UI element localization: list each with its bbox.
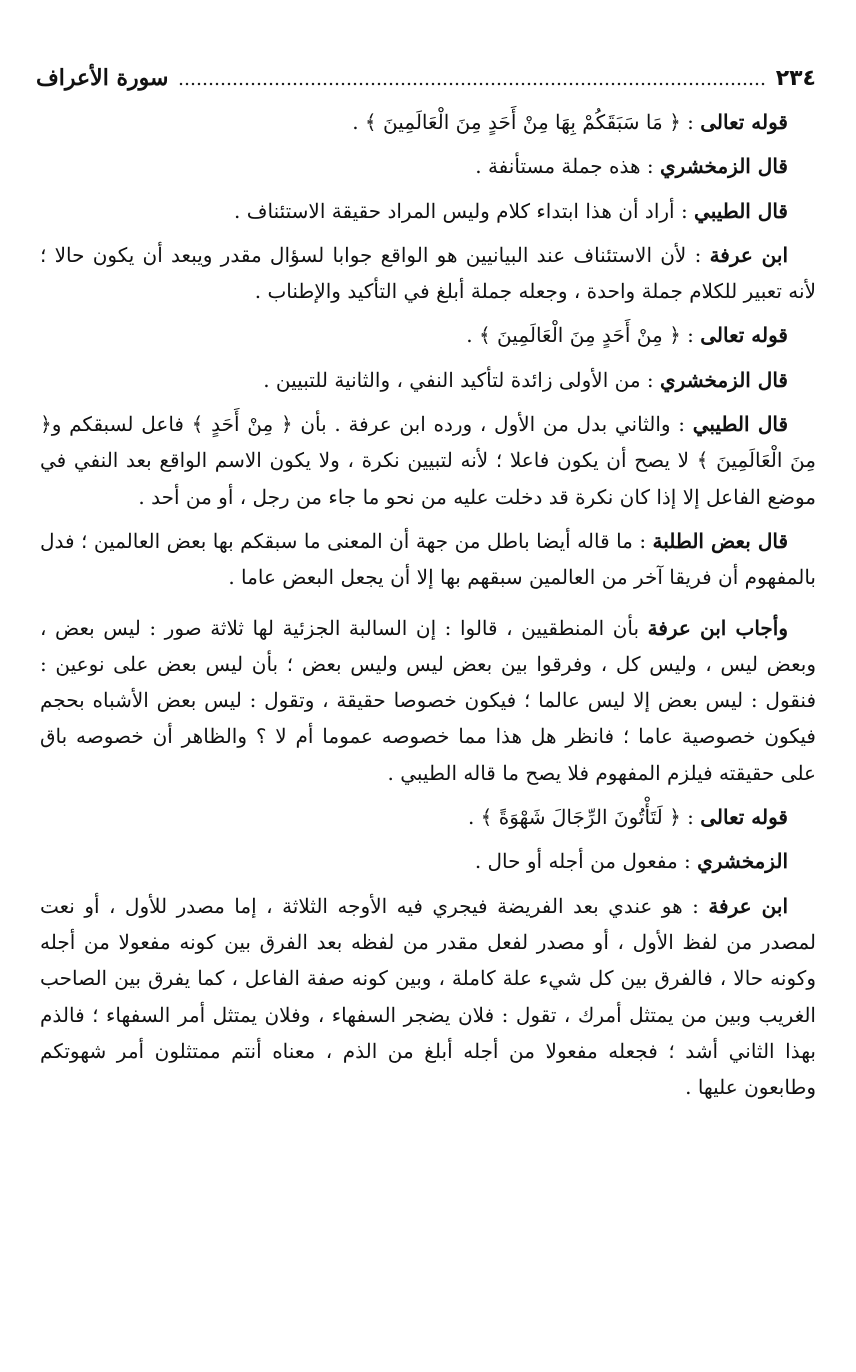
speaker-label: قوله تعالى	[700, 323, 788, 348]
speaker-label: قال الطيبي	[694, 198, 788, 223]
paragraph	[40, 237, 816, 310]
paragraph-text: : هو عندي بعد الفريضة فيجري فيه الأوجه الثلاثة ، إما مصدر للأول ، أو نعت لمصدر من لفظ الأول ، أو مصدر لفعل مقدر من لفظه بعد الفرق بين كونه مفعولا من أجله وكونه حالا ، فالفرق بين كل شيء علة كاملة ، وبين كونه صفة الفاعل ، كما يفرق بين الصاحب الغريب وبين من يمتثل أمرك ، تقول : فلان يضجر السفهاء ، وفلان يمتثل أمر السفهاء ؛ فالذم بهذا الثاني أشد ؛ فجعله مفعولا من أجله أبلغ من الذم ، معناه أنتم ممتثلون أمر شهوتكم وطابعون عليها .	[40, 893, 816, 1100]
paragraph-text: : ﴿ مَا سَبَقَكُمْ بِهَا مِنْ أَحَدٍ مِنَ الْعَالَمِينَ ﴾ .	[352, 110, 701, 134]
paragraph	[40, 799, 816, 835]
header-dotted-leader	[178, 82, 765, 86]
paragraph-text: : ﴿ لَتَأْتُونَ الرِّجَالَ شَهْوَةً ﴾ .	[467, 805, 701, 830]
speaker-label: وأجاب ابن عرفة	[647, 615, 788, 640]
paragraph	[40, 104, 816, 140]
speaker-label: ابن عرفة	[708, 893, 789, 918]
speaker-label: الزمخشري	[697, 849, 788, 874]
paragraph	[40, 193, 816, 229]
speaker-label: ابن عرفة	[709, 242, 789, 267]
speaker-label: قال الزمخشري	[660, 367, 788, 392]
surah-title: سورة الأعراف	[36, 65, 169, 91]
page-number: ٢٣٤	[775, 65, 816, 91]
paragraph	[40, 362, 816, 398]
paragraph-text: : ﴿ مِنْ أَحَدٍ مِنَ الْعَالَمِينَ ﴾ .	[466, 323, 701, 348]
paragraph-text: : لأن الاستئناف عند البيانيين هو الواقع جوابا لسؤال مقدر ويبعد أن يكون حالا ؛ لأنه تعبير للكلام جملة واحدة ، وجعله جملة أبلغ في التأكيد والإطناب .	[40, 242, 816, 304]
paragraph-text: : أراد أن هذا ابتداء كلام وليس المراد حقيقة الاستئناف .	[234, 198, 695, 223]
paragraph	[40, 843, 816, 879]
speaker-label: قوله تعالى	[700, 805, 788, 830]
paragraph-text: : مفعول من أجله أو حال .	[474, 849, 698, 874]
speaker-label: قال الطيبي	[692, 412, 789, 437]
paragraph	[40, 406, 816, 515]
paragraph-text: : هذه جملة مستأنفة .	[475, 154, 660, 179]
speaker-label: قوله تعالى	[700, 110, 788, 134]
paragraph-text: بأن المنطقيين ، قالوا : إن السالبة الجزئية لها ثلاثة صور : ليس بعض ، وبعض ليس ، وليس كل ، وفرقوا بين بعض ليس وليس بعض ؛ بأن ليس بعض على نوعين : فنقول : ليس بعض إلا ليس عالما ؛ فيكون خصوصا حقيقة ، وتقول : ليس بعض الأشباه بحجم فيكون خصوصية عاما ؛ فانظر هل هذا مما خصوصه عموما أم لا ؟ والظاهر أن خصوصه باق على حقيقته فيلزم المفهوم فلا يصح ما قاله الطيبي .	[40, 615, 816, 785]
speaker-label: قال بعض الطلبة	[652, 528, 789, 553]
page-body	[40, 104, 816, 1113]
paragraph	[40, 888, 816, 1106]
paragraph	[40, 610, 816, 791]
page-header	[36, 62, 816, 94]
paragraph-text: : من الأولى زائدة لتأكيد النفي ، والثانية للتبيين .	[263, 367, 660, 392]
paragraph	[40, 523, 816, 596]
paragraph	[40, 148, 816, 184]
paragraph	[40, 317, 816, 353]
paragraph-text: : ما قاله أيضا باطل من جهة أن المعنى ما سبقكم بها بعض العالمين ؛ فدل بالمفهوم أن فريقا آخر من العالمين سبقهم بها إلا أن يجعل البعض عاما .	[40, 528, 816, 590]
speaker-label: قال الزمخشري	[660, 154, 788, 179]
paragraph-text: : والثاني بدل من الأول ، ورده ابن عرفة . بأن ﴿ مِنْ أَحَدٍ ﴾ فاعل لسبقكم و﴿ مِنَ الْعَالَمِينَ ﴾ لا يصح أن يكون فاعلا ؛ لأنه لتبيين نكرة ، ولا يكون الاسم الواقع بعد النفي في موضع الفاعل إلا إذا كان نكرة قد دخلت عليه من نحو ما جاء من رجل ، أو من أحد .	[40, 412, 816, 509]
